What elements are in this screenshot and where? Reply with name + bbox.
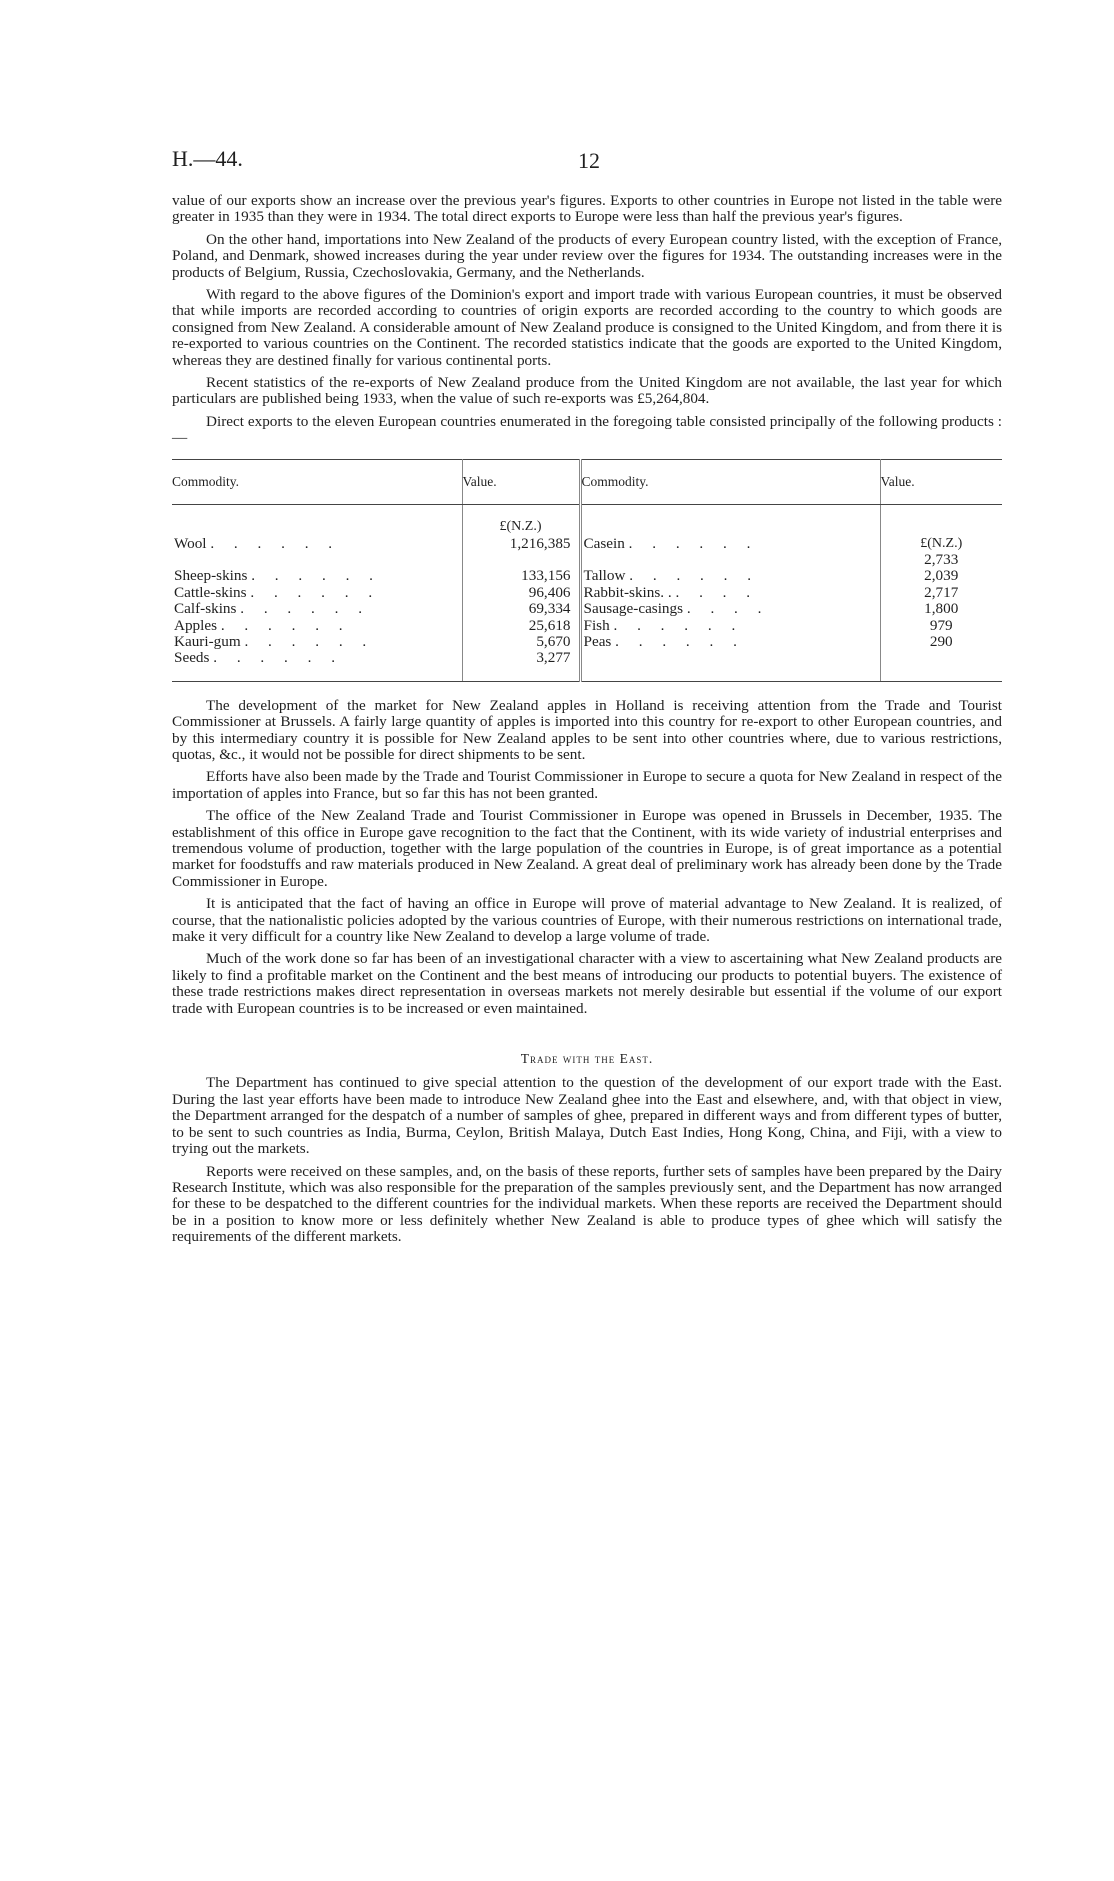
paragraph: Direct exports to the eleven European countries enumerated in the foregoing table consisted principally of the following products :— — [172, 412, 1002, 447]
table-row: Cattle-skins . . . . . . 96,406 Rabbit-skins. . . . . . 2,717 — [172, 585, 1002, 601]
column-header: Commodity. — [172, 459, 462, 504]
commodity-value: 1,216,385 — [462, 536, 580, 569]
commodity-value: 1,800 — [924, 600, 959, 618]
paragraph: The development of the market for New Zealand apples in Holland is receiving attention from the Trade and Tourist Commissioner at Brussels. A fairly large quantity of apples is imported into this country for re-export to other European countries, and by this intermediary country it is possible for New Zealand apples to be sent into other countries where, due to various restrictions, quotas, &c., it would not be possible for direct shipments to be sent. — [172, 696, 1002, 763]
commodity-value: 2,717 — [924, 583, 959, 601]
commodity-name: Sausage-casings — [583, 600, 684, 618]
commodity-value: 3,277 — [462, 650, 580, 681]
section-heading: Trade with the East. — [520, 1051, 654, 1067]
commodity-name: Sheep-skins — [174, 567, 248, 585]
unit-label: £(N.Z.) — [462, 505, 580, 536]
column-header: Value. — [462, 459, 580, 504]
commodity-name: Casein — [583, 534, 625, 552]
table-row: Sheep-skins . . . . . . 133,156 Tallow . . . . . . 2,039 — [172, 568, 1002, 584]
unit-label: £(N.Z.) — [920, 535, 963, 551]
page-body — [172, 193, 1002, 1252]
commodity-name: Apples — [174, 616, 218, 634]
page-header — [172, 142, 1000, 182]
page-number: 12 — [578, 148, 600, 173]
commodity-value: 290 — [929, 632, 953, 650]
paragraph: The Department has continued to give special attention to the question of the development of our export trade with the East. During the last year efforts have been made to introduce New Zealand ghee into the East and elsewhere, and, with that object in view, the Department arranged for the despatch of a number of samples of ghee, prepared in different ways and from different types of butter, to be sent to such countries as India, Burma, Ceylon, British Malaya, Dutch East Indies, Hong Kong, China, and Fiji, with a view to trying out the markets. — [172, 1074, 1002, 1158]
commodity-name: Fish — [583, 616, 610, 634]
commodity-name: Calf-skins — [174, 600, 237, 618]
commodity-table — [172, 459, 1002, 682]
commodity-name: Peas — [583, 632, 612, 650]
report-reference: H.—44. — [172, 146, 243, 171]
commodity-name: Tallow — [583, 567, 626, 585]
column-header: Commodity. — [580, 459, 880, 504]
commodity-value: 2,039 — [924, 567, 959, 585]
paragraph: value of our exports show an increase over the previous year's figures. Exports to other countries in Europe not listed in the table were greater in 1935 than they were in 1934. The total direct exports to Europe were less than half the previous year's figures. — [172, 192, 1002, 226]
commodity-value: 96,406 — [462, 585, 580, 601]
paragraph: Efforts have also been made by the Trade and Tourist Commissioner in Europe to secure a quota for New Zealand in respect of the importation of apples into France, but so far this has not been granted. — [172, 768, 1002, 802]
paragraph: On the other hand, importations into New Zealand of the products of every European country listed, with the exception of France, Poland, and Denmark, showed increases during the year under review over the figures for 1934. The outstanding increases were in the products of Belgium, Russia, Czechoslovakia, Germany, and the Netherlands. — [172, 230, 1002, 281]
commodity-name: Rabbit-skins. . — [583, 583, 672, 601]
paragraph: The office of the New Zealand Trade and Tourist Commissioner in Europe was opened in Brussels in December, 1935. The establishment of this office in Europe gave recognition to the fact that the Continent, with its wide variety of industrial enterprises and tremendous volume of production, together with the large population of the countries in Europe, is of great importance as a potential market for foodstuffs and raw materials produced in New Zealand. A great deal of preliminary work has already been done by the Trade Commissioner in Europe. — [172, 807, 1002, 890]
paragraph: It is anticipated that the fact of having an office in Europe will prove of material advantage to New Zealand. It is realized, of course, that the nationalistic policies adopted by the various countries of Europe, with their numerous restrictions on international trade, make it very difficult for a country like New Zealand to develop a large volume of trade. — [172, 895, 1002, 946]
table-row: Calf-skins . . . . . . 69,334 Sausage-casings . . . . 1,800 — [172, 601, 1002, 617]
paragraph: Much of the work done so far has been of an investigational character with a view to ascertaining what New Zealand products are likely to find a profitable market on the Continent and the best means of introducing our products to potential buyers. The existence of these trade restrictions makes direct representation in overseas markets not merely desirable but essential if the volume of our export trade with European countries is to be increased or even maintained. — [172, 950, 1002, 1017]
commodity-value: 69,334 — [462, 601, 580, 617]
commodity-name: Wool — [174, 534, 207, 552]
column-header: Value. — [880, 459, 1002, 504]
table-row: Wool . . . . . . 1,216,385 Casein . . . . . . £(N.Z.) 2,733 — [172, 536, 1002, 569]
commodity-value: 5,670 — [462, 634, 580, 650]
paragraph: Reports were received on these samples, and, on the basis of these reports, further sets of samples have been prepared by the Dairy Research Institute, which was also responsible for the preparation of the samples previously sent, and the Department has now arranged for these to be despatched to the different countries for the individual markets. When these reports are received the Department should be in a position to know more or less definitely whether New Zealand is able to produce types of ghee which will satisfy the requirements of the different markets. — [172, 1162, 1002, 1246]
table-header-row — [172, 459, 1002, 504]
table-row: Seeds . . . . . . 3,277 — [172, 650, 1002, 681]
commodity-name: Seeds — [174, 649, 210, 667]
commodity-value: 2,733 — [924, 550, 959, 568]
commodity-name: Cattle-skins — [174, 583, 247, 601]
paragraph: With regard to the above figures of the Dominion's export and import trade with various European countries, it must be observed that while imports are recorded according to countries of origin exports are recorded according to the country to which goods are consigned from New Zealand. A considerable amount of New Zealand produce is consigned to the United Kingdom, and from there it is re-exported to various countries on the Continent. The recorded statistics indicate that the goods are exported to the United Kingdom, whereas they are destined finally for various continental ports. — [172, 286, 1002, 369]
table-row — [172, 505, 1002, 536]
commodity-name: Kauri-gum — [174, 632, 241, 650]
table-row: Apples . . . . . . 25,618 Fish . . . . . . 979 — [172, 618, 1002, 634]
commodity-value: 133,156 — [462, 568, 580, 584]
paragraph: Recent statistics of the re-exports of New Zealand produce from the United Kingdom are not available, the last year for which particulars are published being 1933, when the value of such re-exports was £5,264,804. — [172, 374, 1002, 408]
commodity-value: 979 — [929, 616, 953, 634]
commodity-value: 25,618 — [462, 618, 580, 634]
table-row: Kauri-gum . . . . . . 5,670 Peas . . . . . . 290 — [172, 634, 1002, 650]
